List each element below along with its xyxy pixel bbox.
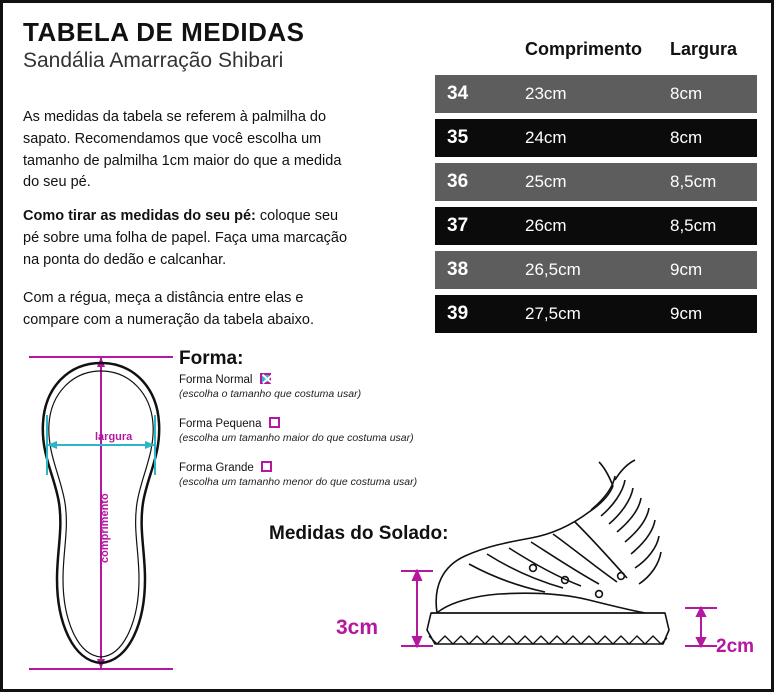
cell-length: 26,5cm [525,260,581,279]
cell-length: 26cm [525,216,567,235]
forma-option-normal[interactable] [179,373,271,386]
cell-size: 35 [447,127,469,148]
cell-size: 34 [447,83,469,104]
front-height-value: 2cm [716,636,755,657]
cell-size: 39 [447,303,469,324]
cell-size: 36 [447,171,469,192]
table-row [435,295,757,333]
forma-option-grande-label: Forma Grande [179,462,254,474]
cell-length: 27,5cm [525,304,581,323]
table-header-row [435,39,757,75]
checkbox-empty-icon[interactable] [261,461,272,472]
measure-howto-rest: coloque seu pé sobre uma folha de papel. Faça uma marcação na ponta do dedão e calcanhar. [23,208,348,268]
sole-length-label: comprimento [99,493,111,563]
sole-width-label: largura [95,431,133,443]
solado-heading: Medidas do Solado: [269,523,449,544]
cell-length: 24cm [525,128,567,147]
cell-width: 8cm [670,128,703,147]
cell-size: 37 [447,215,469,236]
table-row [435,207,757,245]
checkbox-empty-icon[interactable] [269,417,280,428]
forma-option-normal-note: (escolha o tamanho que costuma usar) [179,388,362,400]
table-row [435,163,757,201]
cell-length: 25cm [525,172,567,191]
column-header-length: Comprimento [525,39,642,59]
table-row [435,251,757,289]
size-table [435,39,757,339]
forma-option-normal-label: Forma Normal [179,374,253,386]
product-subtitle: Sandália Amarração Shibari [23,49,284,72]
table-row [435,119,757,157]
cell-size: 38 [447,259,469,280]
forma-option-pequena-label: Forma Pequena [179,418,262,430]
cell-width: 8,5cm [670,172,717,191]
column-header-width: Largura [670,39,738,59]
cell-width: 8,5cm [670,216,717,235]
sandal-illustration-icon [413,458,733,678]
intro-paragraph-3: Com a régua, meça a distância entre elas e compare com a numeração da tabela abaixo. [23,290,314,328]
cell-width: 9cm [670,260,703,279]
forma-option-pequena-note: (escolha um tamanho maior do que costuma usar) [179,432,414,444]
page-title: TABELA DE MEDIDAS [23,17,305,47]
cell-width: 9cm [670,304,703,323]
forma-option-grande[interactable] [179,461,272,474]
sandal-diagram [413,458,713,673]
forma-option-grande-note: (escolha um tamanho menor do que costuma usar) [179,476,418,488]
heel-height-value: 3cm [336,616,379,639]
cell-length: 23cm [525,84,567,103]
intro-paragraph-1: As medidas da tabela se referem à palmilha do sapato. Recomendamos que você escolha um tamanho de palmilha 1cm maior do que a medida do seu pé. [23,109,342,191]
measure-howto-lead: Como tirar as medidas do seu pé: [23,208,256,224]
intro-paragraph-2 [23,206,353,271]
cell-width: 8cm [670,84,703,103]
forma-option-pequena[interactable] [179,417,280,430]
checkbox-checked-icon[interactable] [260,373,271,384]
forma-heading: Forma: [179,348,244,369]
table-row [435,75,757,113]
